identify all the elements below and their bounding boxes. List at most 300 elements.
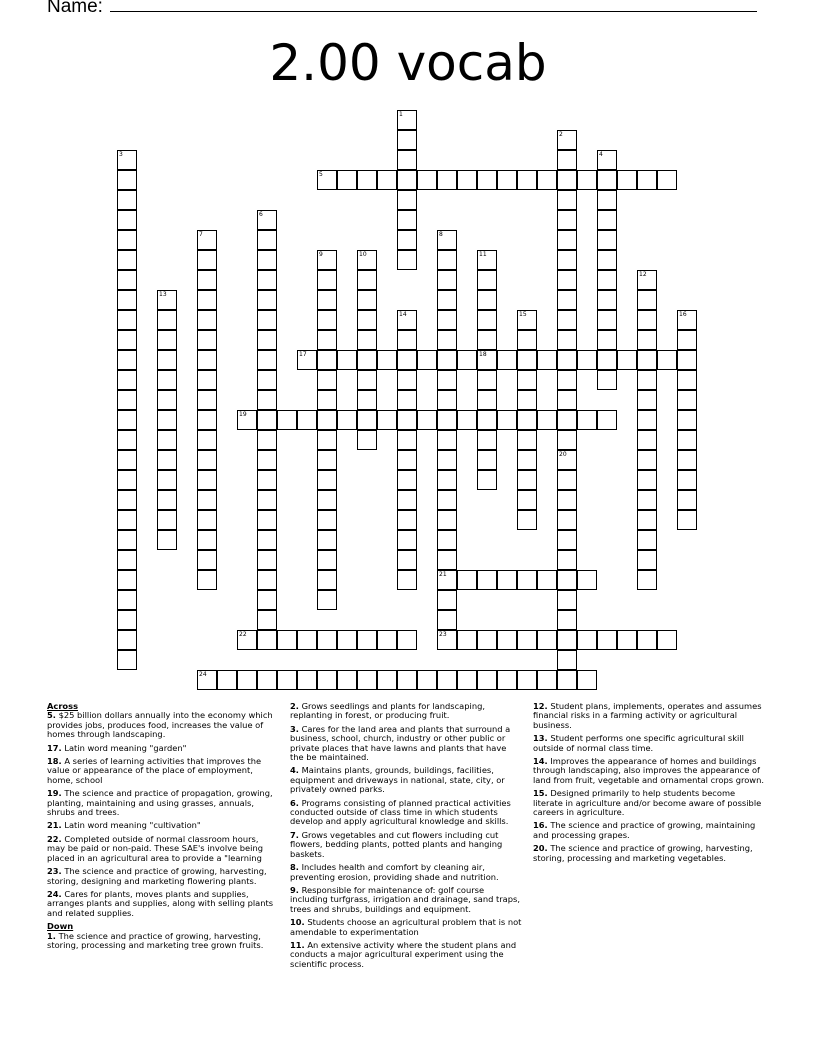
grid-cell[interactable] [557, 170, 577, 190]
grid-cell[interactable] [317, 290, 337, 310]
grid-cell[interactable] [557, 470, 577, 490]
grid-cell[interactable] [537, 410, 557, 430]
grid-cell[interactable] [257, 310, 277, 330]
grid-cell[interactable] [117, 630, 137, 650]
grid-cell[interactable] [257, 590, 277, 610]
grid-cell[interactable] [257, 330, 277, 350]
grid-cell[interactable] [357, 390, 377, 410]
grid-cell[interactable] [637, 490, 657, 510]
grid-cell[interactable] [157, 350, 177, 370]
grid-cell[interactable] [517, 510, 537, 530]
grid-cell[interactable] [197, 310, 217, 330]
grid-cell[interactable] [317, 390, 337, 410]
grid-cell[interactable] [117, 290, 137, 310]
grid-cell[interactable] [157, 450, 177, 470]
grid-cell[interactable] [297, 350, 317, 370]
grid-cell[interactable] [117, 610, 137, 630]
grid-cell[interactable] [317, 510, 337, 530]
grid-cell[interactable] [597, 290, 617, 310]
grid-cell[interactable] [337, 630, 357, 650]
grid-cell[interactable] [197, 430, 217, 450]
grid-cell[interactable] [457, 170, 477, 190]
grid-cell[interactable] [397, 630, 417, 650]
grid-cell[interactable] [557, 650, 577, 670]
grid-cell[interactable] [197, 570, 217, 590]
grid-cell[interactable] [117, 510, 137, 530]
grid-cell[interactable] [517, 390, 537, 410]
grid-cell[interactable] [437, 430, 457, 450]
grid-cell[interactable] [637, 550, 657, 570]
grid-cell[interactable] [397, 210, 417, 230]
grid-cell[interactable] [257, 490, 277, 510]
grid-cell[interactable] [637, 350, 657, 370]
grid-cell[interactable] [317, 270, 337, 290]
grid-cell[interactable] [637, 410, 657, 430]
grid-cell[interactable] [597, 310, 617, 330]
grid-cell[interactable] [437, 530, 457, 550]
grid-cell[interactable] [577, 570, 597, 590]
grid-cell[interactable] [257, 370, 277, 390]
grid-cell[interactable] [557, 530, 577, 550]
grid-cell[interactable] [437, 390, 457, 410]
grid-cell[interactable] [117, 370, 137, 390]
grid-cell[interactable] [197, 250, 217, 270]
grid-cell[interactable] [117, 270, 137, 290]
grid-cell[interactable] [337, 410, 357, 430]
grid-cell[interactable] [477, 270, 497, 290]
grid-cell[interactable] [477, 250, 497, 270]
grid-cell[interactable] [597, 350, 617, 370]
grid-cell[interactable] [357, 330, 377, 350]
grid-cell[interactable] [657, 170, 677, 190]
grid-cell[interactable] [437, 610, 457, 630]
grid-cell[interactable] [437, 290, 457, 310]
grid-cell[interactable] [317, 410, 337, 430]
grid-cell[interactable] [417, 410, 437, 430]
grid-cell[interactable] [157, 430, 177, 450]
grid-cell[interactable] [357, 670, 377, 690]
grid-cell[interactable] [497, 570, 517, 590]
grid-cell[interactable] [297, 630, 317, 650]
grid-cell[interactable] [197, 510, 217, 530]
grid-cell[interactable] [277, 670, 297, 690]
grid-cell[interactable] [437, 230, 457, 250]
grid-cell[interactable] [597, 330, 617, 350]
grid-cell[interactable] [257, 550, 277, 570]
grid-cell[interactable] [257, 210, 277, 230]
grid-cell[interactable] [397, 190, 417, 210]
grid-cell[interactable] [437, 350, 457, 370]
grid-cell[interactable] [437, 630, 457, 650]
grid-cell[interactable] [457, 570, 477, 590]
grid-cell[interactable] [117, 590, 137, 610]
grid-cell[interactable] [517, 410, 537, 430]
grid-cell[interactable] [517, 170, 537, 190]
grid-cell[interactable] [557, 570, 577, 590]
grid-cell[interactable] [517, 350, 537, 370]
grid-cell[interactable] [397, 390, 417, 410]
grid-cell[interactable] [117, 350, 137, 370]
grid-cell[interactable] [677, 510, 697, 530]
grid-cell[interactable] [577, 630, 597, 650]
grid-cell[interactable] [397, 530, 417, 550]
grid-cell[interactable] [617, 350, 637, 370]
grid-cell[interactable] [477, 330, 497, 350]
grid-cell[interactable] [197, 290, 217, 310]
grid-cell[interactable] [337, 670, 357, 690]
grid-cell[interactable] [317, 450, 337, 470]
grid-cell[interactable] [117, 250, 137, 270]
grid-cell[interactable] [477, 670, 497, 690]
grid-cell[interactable] [477, 390, 497, 410]
grid-cell[interactable] [157, 490, 177, 510]
grid-cell[interactable] [357, 370, 377, 390]
grid-cell[interactable] [637, 530, 657, 550]
grid-cell[interactable] [157, 510, 177, 530]
grid-cell[interactable] [477, 470, 497, 490]
grid-cell[interactable] [557, 330, 577, 350]
grid-cell[interactable] [397, 250, 417, 270]
grid-cell[interactable] [577, 170, 597, 190]
grid-cell[interactable] [117, 390, 137, 410]
grid-cell[interactable] [197, 410, 217, 430]
grid-cell[interactable] [257, 350, 277, 370]
grid-cell[interactable] [437, 470, 457, 490]
grid-cell[interactable] [117, 230, 137, 250]
grid-cell[interactable] [397, 310, 417, 330]
grid-cell[interactable] [557, 190, 577, 210]
grid-cell[interactable] [117, 210, 137, 230]
grid-cell[interactable] [297, 670, 317, 690]
grid-cell[interactable] [357, 310, 377, 330]
grid-cell[interactable] [677, 330, 697, 350]
grid-cell[interactable] [597, 170, 617, 190]
grid-cell[interactable] [677, 490, 697, 510]
grid-cell[interactable] [437, 250, 457, 270]
grid-cell[interactable] [377, 670, 397, 690]
grid-cell[interactable] [397, 570, 417, 590]
grid-cell[interactable] [317, 370, 337, 390]
grid-cell[interactable] [317, 430, 337, 450]
grid-cell[interactable] [537, 170, 557, 190]
grid-cell[interactable] [357, 270, 377, 290]
grid-cell[interactable] [117, 190, 137, 210]
grid-cell[interactable] [597, 190, 617, 210]
grid-cell[interactable] [597, 630, 617, 650]
grid-cell[interactable] [677, 370, 697, 390]
grid-cell[interactable] [257, 390, 277, 410]
grid-cell[interactable] [317, 530, 337, 550]
grid-cell[interactable] [437, 570, 457, 590]
grid-cell[interactable] [317, 670, 337, 690]
grid-cell[interactable] [297, 410, 317, 430]
grid-cell[interactable] [597, 270, 617, 290]
grid-cell[interactable] [277, 410, 297, 430]
grid-cell[interactable] [257, 450, 277, 470]
grid-cell[interactable] [397, 350, 417, 370]
grid-cell[interactable] [317, 170, 337, 190]
grid-cell[interactable] [397, 490, 417, 510]
grid-cell[interactable] [557, 590, 577, 610]
grid-cell[interactable] [477, 450, 497, 470]
grid-cell[interactable] [417, 170, 437, 190]
grid-cell[interactable] [577, 670, 597, 690]
grid-cell[interactable] [437, 490, 457, 510]
grid-cell[interactable] [117, 470, 137, 490]
grid-cell[interactable] [277, 630, 297, 650]
grid-cell[interactable] [417, 670, 437, 690]
grid-cell[interactable] [637, 330, 657, 350]
grid-cell[interactable] [237, 670, 257, 690]
grid-cell[interactable] [257, 670, 277, 690]
grid-cell[interactable] [557, 410, 577, 430]
grid-cell[interactable] [597, 210, 617, 230]
grid-cell[interactable] [637, 570, 657, 590]
grid-cell[interactable] [477, 310, 497, 330]
grid-cell[interactable] [557, 430, 577, 450]
grid-cell[interactable] [157, 530, 177, 550]
grid-cell[interactable] [557, 210, 577, 230]
grid-cell[interactable] [437, 590, 457, 610]
grid-cell[interactable] [117, 170, 137, 190]
grid-cell[interactable] [437, 410, 457, 430]
grid-cell[interactable] [557, 350, 577, 370]
grid-cell[interactable] [197, 490, 217, 510]
grid-cell[interactable] [477, 170, 497, 190]
grid-cell[interactable] [117, 550, 137, 570]
grid-cell[interactable] [397, 410, 417, 430]
grid-cell[interactable] [357, 250, 377, 270]
grid-cell[interactable] [557, 630, 577, 650]
grid-cell[interactable] [557, 310, 577, 330]
grid-cell[interactable] [457, 670, 477, 690]
grid-cell[interactable] [557, 370, 577, 390]
grid-cell[interactable] [557, 510, 577, 530]
grid-cell[interactable] [197, 530, 217, 550]
grid-cell[interactable] [677, 430, 697, 450]
grid-cell[interactable] [457, 410, 477, 430]
grid-cell[interactable] [477, 430, 497, 450]
grid-cell[interactable] [517, 490, 537, 510]
grid-cell[interactable] [257, 270, 277, 290]
grid-cell[interactable] [517, 570, 537, 590]
grid-cell[interactable] [637, 510, 657, 530]
grid-cell[interactable] [317, 310, 337, 330]
grid-cell[interactable] [317, 330, 337, 350]
grid-cell[interactable] [477, 350, 497, 370]
grid-cell[interactable] [377, 630, 397, 650]
grid-cell[interactable] [617, 630, 637, 650]
grid-cell[interactable] [357, 350, 377, 370]
grid-cell[interactable] [557, 450, 577, 470]
grid-cell[interactable] [257, 570, 277, 590]
grid-cell[interactable] [157, 290, 177, 310]
grid-cell[interactable] [637, 370, 657, 390]
grid-cell[interactable] [437, 170, 457, 190]
grid-cell[interactable] [257, 430, 277, 450]
grid-cell[interactable] [397, 430, 417, 450]
grid-cell[interactable] [197, 470, 217, 490]
grid-cell[interactable] [397, 470, 417, 490]
grid-cell[interactable] [117, 330, 137, 350]
grid-cell[interactable] [537, 350, 557, 370]
grid-cell[interactable] [517, 430, 537, 450]
grid-cell[interactable] [257, 610, 277, 630]
grid-cell[interactable] [117, 310, 137, 330]
grid-cell[interactable] [477, 630, 497, 650]
grid-cell[interactable] [317, 250, 337, 270]
grid-cell[interactable] [117, 450, 137, 470]
grid-cell[interactable] [257, 250, 277, 270]
grid-cell[interactable] [557, 150, 577, 170]
grid-cell[interactable] [397, 230, 417, 250]
grid-cell[interactable] [257, 410, 277, 430]
grid-cell[interactable] [477, 570, 497, 590]
grid-cell[interactable] [637, 270, 657, 290]
grid-cell[interactable] [377, 350, 397, 370]
grid-cell[interactable] [317, 550, 337, 570]
grid-cell[interactable] [617, 170, 637, 190]
grid-cell[interactable] [497, 670, 517, 690]
grid-cell[interactable] [257, 290, 277, 310]
grid-cell[interactable] [317, 350, 337, 370]
grid-cell[interactable] [457, 630, 477, 650]
grid-cell[interactable] [237, 630, 257, 650]
grid-cell[interactable] [597, 230, 617, 250]
name-field[interactable] [47, 0, 757, 18]
grid-cell[interactable] [437, 370, 457, 390]
grid-cell[interactable] [597, 410, 617, 430]
grid-cell[interactable] [437, 330, 457, 350]
grid-cell[interactable] [517, 670, 537, 690]
grid-cell[interactable] [477, 370, 497, 390]
grid-cell[interactable] [557, 610, 577, 630]
grid-cell[interactable] [557, 230, 577, 250]
name-underline[interactable] [110, 0, 757, 12]
grid-cell[interactable] [397, 330, 417, 350]
grid-cell[interactable] [637, 310, 657, 330]
grid-cell[interactable] [637, 450, 657, 470]
grid-cell[interactable] [637, 430, 657, 450]
grid-cell[interactable] [397, 370, 417, 390]
grid-cell[interactable] [337, 350, 357, 370]
grid-cell[interactable] [377, 170, 397, 190]
grid-cell[interactable] [497, 170, 517, 190]
grid-cell[interactable] [597, 250, 617, 270]
grid-cell[interactable] [497, 630, 517, 650]
grid-cell[interactable] [117, 430, 137, 450]
grid-cell[interactable] [597, 370, 617, 390]
grid-cell[interactable] [437, 310, 457, 330]
grid-cell[interactable] [557, 130, 577, 150]
grid-cell[interactable] [397, 450, 417, 470]
grid-cell[interactable] [117, 650, 137, 670]
grid-cell[interactable] [417, 350, 437, 370]
grid-cell[interactable] [397, 170, 417, 190]
grid-cell[interactable] [557, 290, 577, 310]
grid-cell[interactable] [157, 410, 177, 430]
grid-cell[interactable] [317, 630, 337, 650]
grid-cell[interactable] [517, 470, 537, 490]
grid-cell[interactable] [657, 350, 677, 370]
grid-cell[interactable] [557, 490, 577, 510]
grid-cell[interactable] [597, 150, 617, 170]
grid-cell[interactable] [317, 470, 337, 490]
grid-cell[interactable] [197, 450, 217, 470]
grid-cell[interactable] [157, 470, 177, 490]
grid-cell[interactable] [577, 350, 597, 370]
grid-cell[interactable] [677, 350, 697, 370]
grid-cell[interactable] [397, 110, 417, 130]
grid-cell[interactable] [397, 550, 417, 570]
grid-cell[interactable] [257, 510, 277, 530]
grid-cell[interactable] [157, 390, 177, 410]
grid-cell[interactable] [117, 150, 137, 170]
grid-cell[interactable] [157, 330, 177, 350]
grid-cell[interactable] [117, 530, 137, 550]
grid-cell[interactable] [257, 630, 277, 650]
grid-cell[interactable] [217, 670, 237, 690]
grid-cell[interactable] [537, 630, 557, 650]
grid-cell[interactable] [197, 370, 217, 390]
grid-cell[interactable] [557, 390, 577, 410]
grid-cell[interactable] [317, 490, 337, 510]
grid-cell[interactable] [197, 350, 217, 370]
grid-cell[interactable] [257, 230, 277, 250]
grid-cell[interactable] [317, 590, 337, 610]
grid-cell[interactable] [357, 430, 377, 450]
grid-cell[interactable] [477, 410, 497, 430]
grid-cell[interactable] [437, 550, 457, 570]
grid-cell[interactable] [557, 670, 577, 690]
grid-cell[interactable] [457, 350, 477, 370]
grid-cell[interactable] [517, 450, 537, 470]
grid-cell[interactable] [157, 370, 177, 390]
grid-cell[interactable] [397, 670, 417, 690]
grid-cell[interactable] [517, 330, 537, 350]
grid-cell[interactable] [577, 410, 597, 430]
grid-cell[interactable] [477, 290, 497, 310]
grid-cell[interactable] [117, 410, 137, 430]
grid-cell[interactable] [497, 410, 517, 430]
grid-cell[interactable] [537, 670, 557, 690]
grid-cell[interactable] [497, 350, 517, 370]
grid-cell[interactable] [397, 130, 417, 150]
grid-cell[interactable] [197, 270, 217, 290]
grid-cell[interactable] [637, 390, 657, 410]
grid-cell[interactable] [357, 170, 377, 190]
grid-cell[interactable] [357, 410, 377, 430]
grid-cell[interactable] [317, 570, 337, 590]
grid-cell[interactable] [197, 230, 217, 250]
grid-cell[interactable] [197, 550, 217, 570]
grid-cell[interactable] [397, 510, 417, 530]
grid-cell[interactable] [437, 510, 457, 530]
grid-cell[interactable] [377, 410, 397, 430]
grid-cell[interactable] [437, 670, 457, 690]
grid-cell[interactable] [677, 450, 697, 470]
grid-cell[interactable] [197, 390, 217, 410]
grid-cell[interactable] [517, 370, 537, 390]
grid-cell[interactable] [337, 170, 357, 190]
grid-cell[interactable] [677, 310, 697, 330]
grid-cell[interactable] [557, 250, 577, 270]
grid-cell[interactable] [637, 630, 657, 650]
grid-cell[interactable] [657, 630, 677, 650]
grid-cell[interactable] [537, 570, 557, 590]
grid-cell[interactable] [637, 290, 657, 310]
grid-cell[interactable] [557, 270, 577, 290]
